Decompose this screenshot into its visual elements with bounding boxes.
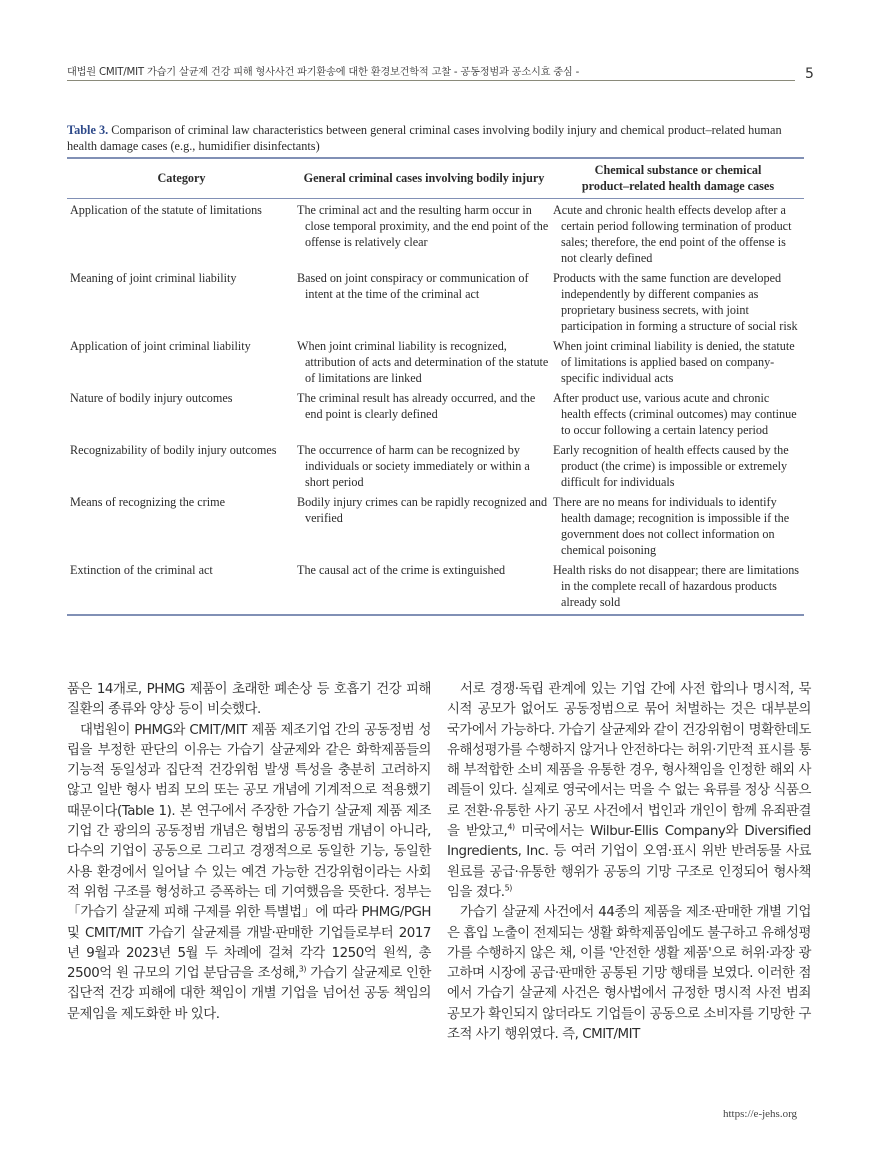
cell-chemical: Health risks do not disappear; there are limitations in the complete recall of hazardous products already sold xyxy=(553,563,800,609)
table-row xyxy=(67,267,804,335)
paragraph-text: 대법원이 PHMG와 CMIT/MIT 제품 제조기업 간의 공동정범 성립을 부정한 판단의 이유는 가습기 살균제와 같은 화학제품들의 기능적 동일성과 집단적 건강위험 발생 특성을 충분히 고려하지 않고 일반 형사 범죄 모의 또는 공모 개념에 기계적으로 적용했기 때문이다(Table 1). 본 연구에서 주장한 가습기 살균제 제품 제조기업 간 광의의 공동정범 개념은 형법의 공동정범 개념이 아니라, 다수의 기업이 공동으로 그리고 경쟁적으로 동일한 기능, 동일한 사용 환경에서 일어날 수 있는 예견 가능한 건강위험이라는 사회적 위험 구조를 형성하고 증폭하는 데 기여했음을 뜻한다. 정부는 「가습기 살균제 피해 구제를 위한 특별법」에 따라 PHMG/PGH 및 CMIT/MIT 가습기 살균제를 개발·판매한 기업들로부터 2017년 9월과 2023년 5월 두 차례에 걸쳐 각각 1250억 원씩, 총 2500억 원 규모의 기업 분담금을 조성해, xyxy=(67,722,431,982)
cell-general: The causal act of the crime is extinguished xyxy=(297,563,506,577)
column-header-chemical: Chemical substance or chemical product–related health damage cases xyxy=(581,163,775,193)
running-head-title: 대법원 CMIT/MIT 가습기 살균제 건강 피해 형사사건 파기환송에 대한 환경보건학적 고찰 - 공동정범과 공소시효 중심 - xyxy=(67,67,580,78)
cell-category: Means of recognizing the crime xyxy=(70,495,225,509)
paragraph-text: 가습기 살균제로 인한 집단적 건강 피해에 대한 책임이 개별 기업을 넘어선 공동 책임의 문제임을 제도화한 바 있다. xyxy=(67,966,431,1022)
cell-general: The occurrence of harm can be recognized by individuals or society immediately or within a short period xyxy=(297,443,530,489)
page-number: 5 xyxy=(805,66,814,82)
cell-general: Bodily injury crimes can be rapidly recognized and verified xyxy=(297,495,548,525)
cell-category: Application of joint criminal liability xyxy=(70,339,251,353)
cell-category: Nature of bodily injury outcomes xyxy=(70,391,233,405)
cell-chemical: Acute and chronic health effects develop after a certain period following termination of product sales; therefore, the end point of the offense is not clearly defined xyxy=(553,203,792,265)
cell-chemical: There are no means for individuals to identify health damage; recognition is impossible if the government does not collect information on chemical poisoning xyxy=(553,495,790,557)
table-row xyxy=(67,199,804,268)
body-paragraph xyxy=(67,721,431,1025)
cell-chemical: Products with the same function are developed independently by different companies as proprietary business secrets, with joint participation in forming a structure of social risk xyxy=(553,271,798,333)
cell-chemical: After product use, various acute and chronic health effects (criminal outcomes) may continue to occur following a certain latency period xyxy=(553,391,797,437)
cell-general: The criminal result has already occurred, and the end point is clearly defined xyxy=(297,391,536,421)
table-row xyxy=(67,559,804,615)
body-paragraph: 가습기 살균제 사건에서 44종의 제품을 제조·판매한 개별 기업은 흡입 노출이 전제되는 생활 화학제품임에도 불구하고 유해성평가를 수행하지 않은 채, 이를 '안전한 생활 제품'으로 허위·과장 광고하며 시장에 공급·판매한 공통된 기망 행태를 보였다. 이러한 점에서 가습기 살균제 사건은 형사법에서 규정한 명시적 사전 범죄 공모가 확인되지 않더라도 기업들이 공동으로 소비자를 기망한 구조적 사기 행위였다. 즉, CMIT/MIT xyxy=(447,905,811,1043)
comparison-table xyxy=(67,157,804,616)
cell-general: When joint criminal liability is recognized, attribution of acts and determination of the statute of limitations are linked xyxy=(297,339,549,385)
column-header-category: Category xyxy=(157,171,206,185)
table-label: Table 3. xyxy=(67,123,109,137)
paragraph-text: 미국에서는 Wilbur-Ellis Company와 Diversified Ingredients, Inc. 등 여러 기업이 오염·표시 위반 반려동물 사료 원료를 공급·유통한 행위가 공동의 기망 구조로 인정되어 형사책임을 졌다. xyxy=(447,824,811,900)
table-row xyxy=(67,439,804,491)
cell-category: Extinction of the criminal act xyxy=(70,563,213,577)
citation-ref[interactable]: 5) xyxy=(504,883,512,893)
paragraph-text: 서로 경쟁·독립 관계에 있는 기업 간에 사전 합의나 명시적, 묵시적 공모가 없어도 공동정범으로 묶어 처벌하는 것은 대부분의 국가에서 가능하다. 가습기 살균제와 같이 건강위험이 명확한데도 유해성평가를 수행하지 않거나 안전하다는 허위·기만적 표시를 통해 부적합한 소비 제품을 유통한 경우, 형사책임을 인정한 해외 사례들이 있다. 실제로 영국에서는 먹을 수 없는 육류를 정상 식품으로 전환·유통한 사기 공모 사건에서 법인과 개인이 함께 유죄판결을 받았고, xyxy=(447,682,811,840)
table-row xyxy=(67,491,804,559)
cell-category: Recognizability of bodily injury outcomes xyxy=(70,443,277,457)
body-paragraph xyxy=(447,680,811,903)
table-row xyxy=(67,387,804,439)
body-column-right xyxy=(447,680,811,1045)
cell-chemical: Early recognition of health effects caused by the product (the crime) is impossible or extremely difficult for individuals xyxy=(553,443,789,489)
column-header-general: General criminal cases involving bodily injury xyxy=(303,171,545,185)
cell-general: Based on joint conspiracy or communication of intent at the time of the criminal act xyxy=(297,271,529,301)
citation-ref[interactable]: 4) xyxy=(507,822,515,832)
body-column-left xyxy=(67,680,431,1025)
cell-chemical: When joint criminal liability is denied, the statute of limitations is applied based on company-specific individual acts xyxy=(553,339,795,385)
table-header-row xyxy=(67,158,804,199)
cell-general: The criminal act and the resulting harm occur in close temporal proximity, and the end point of the offense is relatively clear xyxy=(297,203,549,249)
table-caption-text: Comparison of criminal law characteristics between general criminal cases involving bodily injury and chemical product–related human health damage cases (e.g., humidifier disinfectants) xyxy=(67,123,782,153)
body-paragraph: 품은 14개로, PHMG 제품이 초래한 폐손상 등 호흡기 건강 피해 질환의 종류와 양상 등이 비슷했다. xyxy=(67,682,431,718)
cell-category: Application of the statute of limitations xyxy=(70,203,262,217)
header-rule xyxy=(67,80,795,81)
cell-category: Meaning of joint criminal liability xyxy=(70,271,237,285)
table-caption xyxy=(67,122,807,154)
table-row xyxy=(67,335,804,387)
journal-url-link[interactable]: https://e-jehs.org xyxy=(723,1108,798,1120)
citation-ref[interactable]: 3) xyxy=(298,964,307,974)
